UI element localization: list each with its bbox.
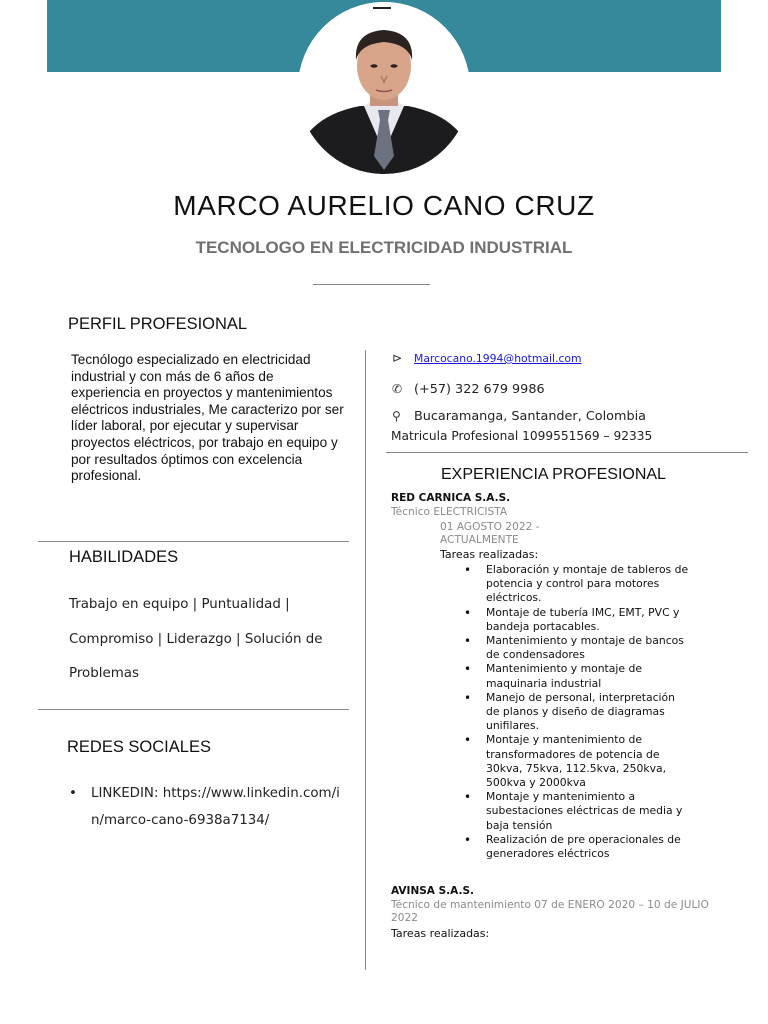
tasks-label: Tareas realizadas: <box>440 548 539 561</box>
list-item: • Montaje de tubería IMC, EMT, PVC y bandeja portacables. <box>464 606 689 634</box>
top-dash <box>373 7 391 9</box>
skills-divider <box>38 541 349 542</box>
list-item: • Montaje y mantenimiento de transformadores de potencia de 30kva, 75kva, 112.5kva, 250kva, 500kva y 2000kva <box>464 733 689 790</box>
email-icon: ⊳ <box>392 351 403 365</box>
phone-row <box>392 382 545 397</box>
location-text: Bucaramanga, Santander, Colombia <box>414 409 646 424</box>
task-list <box>464 563 689 861</box>
tasks-label: Tareas realizadas: <box>391 927 490 940</box>
phone-number: (+57) 322 679 9986 <box>414 382 545 397</box>
skills-text: Trabajo en equipo | Puntualidad | Compromiso | Liderazgo | Solución de Problemas <box>69 597 323 681</box>
job-company: AVINSA S.A.S. <box>391 885 474 897</box>
list-item: • Elaboración y montaje de tableros de potencia y control para motores eléctricos. <box>464 563 689 606</box>
skills-title: HABILIDADES <box>69 548 179 566</box>
phone-icon: ✆ <box>392 382 403 396</box>
list-item: • Manejo de personal, interpretación de planos y diseño de diagramas unifilares. <box>464 691 689 734</box>
social-divider <box>38 709 349 710</box>
bullet-icon: • <box>69 786 77 801</box>
experience-title: EXPERIENCIA PROFESIONAL <box>441 466 666 483</box>
profile-text: Tecnólogo especializado en electricidad industrial y con más de 6 años de experiencia en proyectos y mantenimientos eléctricos industriales, Me caracterizo por ser líder laboral, por ejecutar y supervisar proyectos eléctricos, por trabajo en equipo y por resultados óptimos con excelencia profesional. <box>71 352 344 484</box>
column-divider <box>365 350 366 970</box>
social-title: REDES SOCIALES <box>67 738 211 756</box>
candidate-name: MARCO AURELIO CANO CRUZ <box>173 190 595 221</box>
job-title: Técnico ELECTRICISTA <box>391 506 508 518</box>
list-item: • Montaje y mantenimiento a subestaciones eléctricas de media y baja tensión <box>464 790 689 833</box>
email-link[interactable]: Marcocano.1994@hotmail.com <box>414 352 582 365</box>
list-item: • Mantenimiento y montaje de bancos de condensadores <box>464 634 689 662</box>
experience-divider <box>386 452 748 453</box>
job-company: RED CARNICA S.A.S. <box>391 492 511 504</box>
linkedin-link[interactable]: LINKEDIN: https://www.linkedin.com/in/marco-cano-6938a7134/ <box>91 786 340 828</box>
list-item: • Realización de pre operacionales de generadores eléctricos <box>464 833 689 861</box>
candidate-role: TECNOLOGO EN ELECTRICIDAD INDUSTRIAL <box>195 238 573 257</box>
email-row <box>392 351 582 366</box>
job-dates: 01 AGOSTO 2022 - ACTUALMENTE <box>440 521 540 547</box>
list-item: • Mantenimiento y montaje de maquinaria industrial <box>464 662 689 690</box>
location-icon: ⚲ <box>392 409 401 423</box>
profile-title: PERFIL PROFESIONAL <box>68 315 248 333</box>
job-title: Técnico de mantenimiento 07 de ENERO 2020 – 10 de JULIO 2022 <box>391 899 709 925</box>
location-row <box>392 409 646 424</box>
social-list <box>69 781 349 834</box>
matricula-text: Matricula Profesional 1099551569 – 92335 <box>391 429 653 443</box>
profile-photo <box>298 2 470 174</box>
role-divider <box>313 284 430 285</box>
